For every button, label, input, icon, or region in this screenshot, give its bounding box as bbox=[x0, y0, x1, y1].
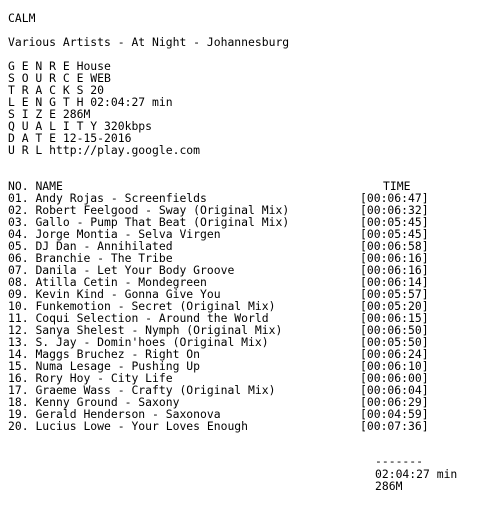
track-title: Graeme Wass - Crafty (Original Mix) bbox=[35, 383, 276, 397]
track-number: 12. bbox=[8, 323, 29, 337]
track-title: Funkemotion - Secret (Original Mix) bbox=[35, 299, 276, 313]
track-time: [00:04:59] bbox=[360, 407, 429, 421]
track-number: 20. bbox=[8, 419, 29, 433]
track-title: Maggs Bruchez - Right On bbox=[35, 347, 201, 361]
track-title: Gallo - Pump That Beat (Original Mix) bbox=[35, 215, 290, 229]
track-time: [00:06:16] bbox=[360, 251, 429, 265]
track-time: [00:06:47] bbox=[360, 191, 429, 205]
column-header-name: NAME bbox=[35, 179, 63, 193]
track-title: Robert Feelgood - Sway (Original Mix) bbox=[35, 203, 290, 217]
track-time: [00:06:32] bbox=[360, 203, 429, 217]
track-number: 08. bbox=[8, 275, 29, 289]
info-value: House bbox=[76, 59, 111, 73]
totals-divider: ------- bbox=[375, 454, 424, 468]
track-title: Kevin Kind - Gonna Give You bbox=[35, 287, 221, 301]
info-key: Q U A L I T Y bbox=[8, 119, 98, 133]
track-title: Gerald Henderson - Saxonova bbox=[35, 407, 221, 421]
track-time: [00:06:15] bbox=[360, 311, 429, 325]
info-key: G E N R E bbox=[8, 59, 70, 73]
column-header-time: TIME bbox=[383, 179, 411, 193]
track-title: DJ Dan - Annihilated bbox=[35, 239, 173, 253]
track-title: Numa Lesage - Pushing Up bbox=[35, 359, 201, 373]
info-value: 320kbps bbox=[104, 119, 153, 133]
info-row bbox=[8, 144, 200, 156]
track-title: Andy Rojas - Screenfields bbox=[35, 191, 207, 205]
info-value: 12-15-2016 bbox=[62, 131, 132, 145]
track-number: 18. bbox=[8, 395, 29, 409]
track-title: Atilla Cetin - Mondegreen bbox=[35, 275, 207, 289]
track-number: 07. bbox=[8, 263, 29, 277]
info-key: S O U R C E bbox=[8, 71, 84, 85]
info-key: D A T E bbox=[8, 131, 57, 145]
track-title: Danila - Let Your Body Groove bbox=[35, 263, 235, 277]
track-number: 15. bbox=[8, 359, 29, 373]
track-number: 06. bbox=[8, 251, 29, 265]
track-time: [00:05:45] bbox=[360, 215, 429, 229]
track-number: 16. bbox=[8, 371, 29, 385]
track-time: [00:06:24] bbox=[360, 347, 429, 361]
track-number: 17. bbox=[8, 383, 29, 397]
track-title: Lucius Lowe - Your Loves Enough bbox=[35, 419, 249, 433]
track-number: 19. bbox=[8, 407, 29, 421]
track-number: 01. bbox=[8, 191, 29, 205]
track-time: [00:05:50] bbox=[360, 335, 429, 349]
track-number: 09. bbox=[8, 287, 29, 301]
release-title: Various Artists - At Night - Johannesburg bbox=[8, 35, 290, 49]
info-key: S I Z E bbox=[8, 107, 57, 121]
info-key: L E N G T H bbox=[8, 95, 84, 109]
track-title: Kenny Ground - Saxony bbox=[35, 395, 180, 409]
track-time: [00:05:45] bbox=[360, 227, 429, 241]
info-value: 02:04:27 min bbox=[90, 95, 173, 109]
track-time: [00:06:29] bbox=[360, 395, 429, 409]
info-value: WEB bbox=[90, 71, 111, 85]
track-number: 10. bbox=[8, 299, 29, 313]
total-size: 286M bbox=[375, 479, 403, 493]
info-value: 20 bbox=[90, 83, 105, 97]
track-number: 02. bbox=[8, 203, 29, 217]
track-time: [00:05:20] bbox=[360, 299, 429, 313]
track-number: 04. bbox=[8, 227, 29, 241]
track-time: [00:06:16] bbox=[360, 263, 429, 277]
info-key: T R A C K S bbox=[8, 83, 84, 97]
column-header-no: NO. bbox=[8, 179, 29, 193]
track-number: 05. bbox=[8, 239, 29, 253]
track-time: [00:05:57] bbox=[360, 287, 429, 301]
track-number: 11. bbox=[8, 311, 29, 325]
info-key: U R L bbox=[8, 143, 43, 157]
track-number: 03. bbox=[8, 215, 29, 229]
info-value: http://play.google.com bbox=[49, 143, 201, 157]
info-value: 286M bbox=[62, 107, 91, 121]
total-length: 02:04:27 min bbox=[375, 467, 458, 481]
track-title: Rory Hoy - City Life bbox=[35, 371, 173, 385]
track-number: 14. bbox=[8, 347, 29, 361]
track-title: S. Jay - Domin'hoes (Original Mix) bbox=[35, 335, 269, 349]
track-time: [00:06:50] bbox=[360, 323, 429, 337]
track-time: [00:06:14] bbox=[360, 275, 429, 289]
track-row bbox=[8, 420, 248, 432]
track-time: [00:07:36] bbox=[360, 419, 429, 433]
track-number: 13. bbox=[8, 335, 29, 349]
track-title: Coqui Selection - Around the World bbox=[35, 311, 269, 325]
track-title: Branchie - The Tribe bbox=[35, 251, 173, 265]
track-time: [00:06:58] bbox=[360, 239, 429, 253]
track-time: [00:06:04] bbox=[360, 383, 429, 397]
track-time: [00:06:10] bbox=[360, 359, 429, 373]
track-time: [00:06:00] bbox=[360, 371, 429, 385]
label-name: CALM bbox=[8, 11, 36, 25]
track-title: Jorge Montia - Selva Virgen bbox=[35, 227, 221, 241]
track-title: Sanya Shelest - Nymph (Original Mix) bbox=[35, 323, 283, 337]
